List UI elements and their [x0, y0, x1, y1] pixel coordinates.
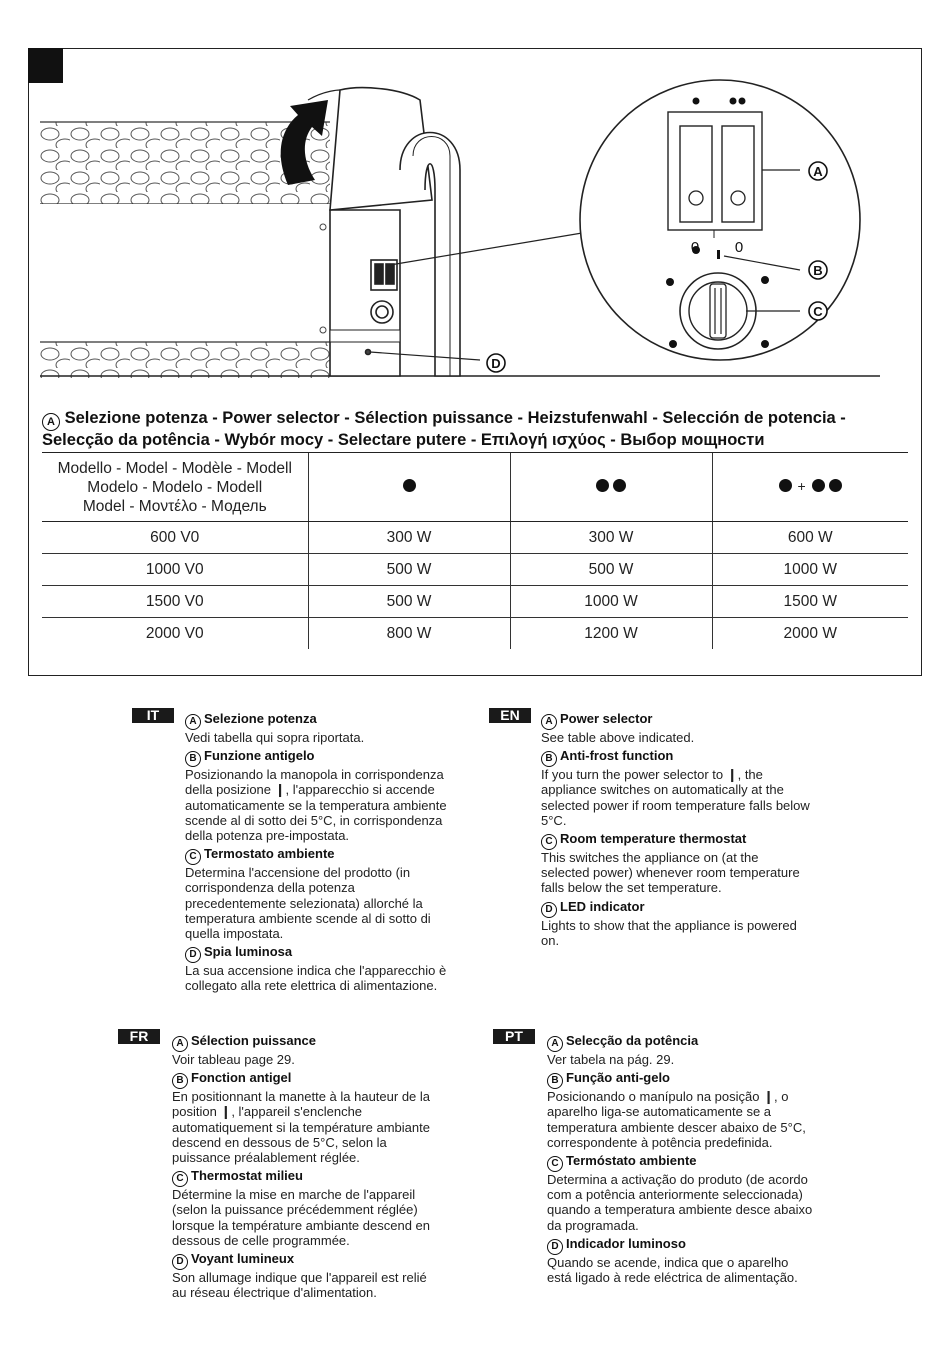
table-cell: 600 V0 [42, 522, 308, 554]
letter-badge: D [547, 1239, 563, 1255]
lang-tag-it: IT [132, 708, 174, 723]
table-cell: 1000 W [712, 554, 908, 586]
section-it [185, 708, 485, 994]
letter-badge: D [541, 902, 557, 918]
lang-tag-fr: FR [118, 1029, 160, 1044]
switch-label-2: 0 [734, 239, 744, 256]
callout-c: C [813, 304, 823, 319]
letter-badge: B [541, 751, 557, 767]
table-cell: 1500 V0 [42, 586, 308, 618]
item-title-text: LED indicator [560, 898, 645, 914]
heater-illustration [40, 60, 920, 390]
item-text: Determina a activação do produto (de acordo com a potência anteriormente seleccionada) quando a temperatura ambiente desce abaixo da programada. [547, 1172, 813, 1233]
double-dot-header [510, 453, 712, 522]
section-en [541, 708, 841, 948]
dot-icon [596, 479, 609, 492]
model-header-line: Modelo - Modelo - Modell [87, 478, 263, 496]
heading-line-1: Selezione potenza - Power selector - Sélection puissance - Heizstufenwahl - Selección de potencia - [64, 409, 846, 427]
item-title [541, 899, 841, 918]
model-header-line: Model - Μοντέλο - Модель [82, 497, 267, 515]
item-title-text: Funzione antigelo [204, 748, 315, 764]
item-title-text: Spia luminosa [204, 944, 293, 960]
item-title-text: Sélection puissance [191, 1033, 316, 1048]
item-text: Posicionando o manípulo na posição ❙, o aparelho liga-se automaticamente se a temperatura ambiente descer abaixo de 5°C, correspondente à potência predefinida. [547, 1089, 806, 1150]
item-title [541, 748, 841, 767]
item-text: Ver tabela na pág. 29. [547, 1052, 675, 1067]
table-cell: 500 W [510, 554, 712, 586]
letter-badge: A [541, 714, 557, 730]
item-text: Voir tableau page 29. [172, 1052, 295, 1067]
item-text: La sua accensione indica che l'apparecchio è collegato alla rete elettrica di alimentazione. [185, 963, 447, 994]
table-cell: 2000 W [712, 618, 908, 650]
table-cell: 1000 V0 [42, 554, 308, 586]
table-header-row [42, 453, 908, 522]
item-text: Son allumage indique que l'appareil est relié au réseau électrique d'alimentation. [172, 1270, 427, 1301]
power-table [42, 452, 908, 649]
item-title-text: Selecção da potência [566, 1033, 699, 1048]
letter-badge: B [172, 1073, 188, 1089]
item-text: En positionnant la manette à la hauteur de la position ❙, l'appareil s'enclenche automatiquement si la température ambiante descend en dessous de 5°C, selon la puissance préalablement réglée. [172, 1089, 431, 1166]
item-title-text: Voyant lumineux [191, 1251, 295, 1267]
item-title-text: Fonction antigel [191, 1070, 292, 1086]
table-cell: 600 W [712, 522, 908, 554]
heading-line-2: Selecção da potência - Wybór mocy - Selectare putere - Επιλογή ισχύος - Выбор мощности [42, 431, 765, 449]
letter-badge: A [547, 1036, 563, 1052]
item-text: Vedi tabella qui sopra riportata. [185, 730, 365, 745]
dot-icon [829, 479, 842, 492]
dot-icon [812, 479, 825, 492]
item-title [541, 831, 841, 850]
table-cell: 1000 W [510, 586, 712, 618]
callout-d: D [491, 356, 501, 371]
item-title [547, 1070, 847, 1089]
item-title [172, 1168, 472, 1187]
table-cell: 1200 W [510, 618, 712, 650]
item-title [541, 711, 841, 730]
item-text: Determina l'accensione del prodotto (in corrispondenza della potenza precedentemente selezionata) allorché la temperatura ambiente scende al di sotto di quella impostata. [185, 865, 431, 942]
letter-badge: C [172, 1171, 188, 1187]
item-title [547, 1236, 847, 1255]
table-cell: 300 W [510, 522, 712, 554]
heater-side-panel [308, 88, 460, 376]
item-title-text: Room temperature thermostat [560, 831, 747, 847]
model-header-line: Modello - Model - Modèle - Modell [57, 459, 292, 477]
table-row [42, 586, 908, 618]
single-dot-header [308, 453, 510, 522]
table-cell: 2000 V0 [145, 624, 204, 642]
item-title [185, 748, 485, 767]
section-pt [547, 1030, 847, 1285]
item-title [172, 1070, 472, 1089]
letter-badge: A [172, 1036, 188, 1052]
item-text: See table above indicated. [541, 730, 695, 745]
dot-icon [779, 479, 792, 492]
power-selector-heading [42, 409, 902, 450]
item-title-text: Indicador luminoso [566, 1235, 686, 1251]
letter-badge: D [185, 947, 201, 963]
plus-sign: + [797, 478, 806, 494]
item-text: Lights to show that the appliance is powered on. [541, 917, 797, 948]
letter-badge: B [547, 1073, 563, 1089]
lang-tag-en: EN [489, 708, 531, 723]
item-title [172, 1033, 472, 1052]
table-row [42, 522, 908, 554]
item-title [185, 711, 485, 730]
item-title-text: Thermostat milieu [191, 1168, 303, 1184]
section-fr [172, 1030, 472, 1300]
item-title-text: Termostato ambiente [204, 846, 335, 862]
dot-icon [403, 479, 416, 492]
table-cell: 300 W [308, 522, 510, 554]
table-row [42, 618, 908, 650]
item-title [172, 1251, 472, 1270]
table-cell: 800 W [308, 618, 510, 650]
item-title-text: Anti-frost function [560, 748, 674, 764]
item-title-text: Termóstato ambiente [566, 1153, 697, 1169]
letter-badge: B [185, 751, 201, 767]
callout-b: B [813, 263, 823, 278]
item-text: Posizionando la manopola in corrispondenza della posizione ❙, l'apparecchio si accende automaticamente se la temperatura ambiente scende al di sotto dei 5°C, in corrispondenza della potenza pre-impostata. [185, 767, 447, 844]
table-cell: 500 W [308, 586, 510, 618]
item-title-text: Função anti-gelo [566, 1070, 670, 1086]
table-cell: 1500 W [712, 586, 908, 618]
letter-a-badge: A [42, 413, 60, 431]
model-header [42, 453, 308, 522]
callout-a: A [813, 164, 823, 179]
lang-tag-pt: PT [493, 1029, 535, 1044]
letter-badge: C [547, 1156, 563, 1172]
letter-badge: A [185, 714, 201, 730]
table-cell: 500 W [308, 554, 510, 586]
combined-dot-header [712, 453, 908, 522]
item-title [185, 846, 485, 865]
item-title [547, 1033, 847, 1052]
letter-badge: C [185, 849, 201, 865]
item-text: Quando se acende, indica que o aparelho está ligado à rede eléctrica de alimentação. [547, 1254, 798, 1286]
item-title-text: Power selector [560, 711, 653, 726]
item-title [185, 944, 485, 963]
letter-badge: C [541, 834, 557, 850]
item-title [547, 1153, 847, 1172]
item-text: Détermine la mise en marche de l'appareil (selon la puissance précédemment réglée) lorsque la température ambiante descend en dessous de celle programmée. [172, 1187, 430, 1248]
item-text: This switches the appliance on (at the selected power) whenever room temperature falls below the set temperature. [541, 850, 800, 896]
item-title-text: Selezione potenza [204, 711, 317, 726]
switch-label-1: 0 [690, 239, 700, 256]
letter-badge: D [172, 1254, 188, 1270]
item-text: If you turn the power selector to ❙, the appliance switches on automatically at the selected power if room temperature falls below 5°C. [541, 767, 810, 828]
table-row [42, 554, 908, 586]
dot-icon [613, 479, 626, 492]
